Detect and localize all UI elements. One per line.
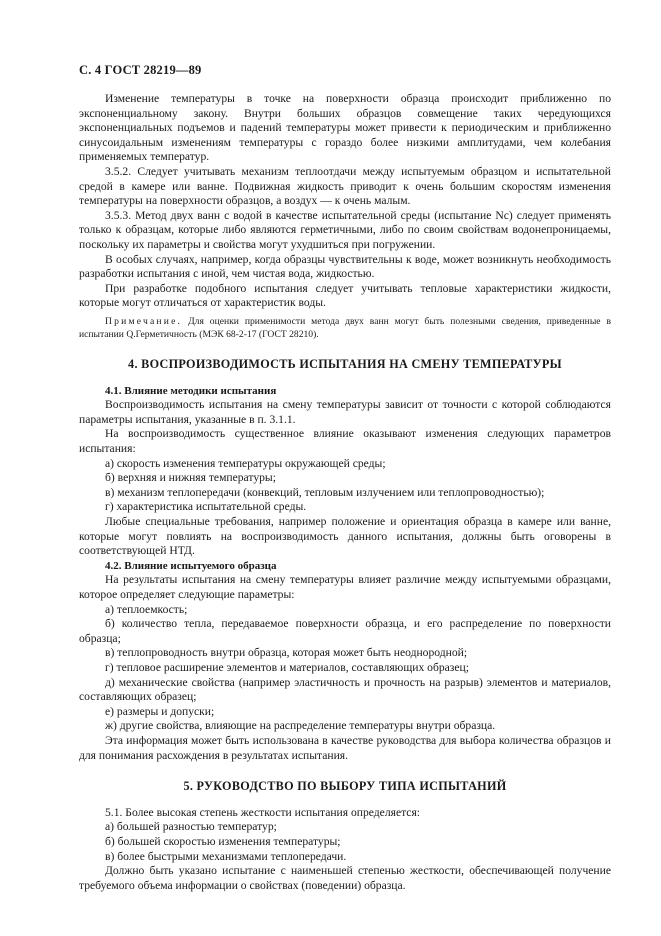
list-item: ж) другие свойства, влияющие на распределение температуры внутри образца. [105, 719, 496, 733]
paragraph: При разработке подобного испытания следует учитывать тепловые характеристики жидкости, которые могут отличаться от характеристик воды. [79, 281, 611, 310]
paragraph: В особых случаях, например, когда образцы чувствительны к воде, может возникнуть необходимость разработки испытания с иной, чем чистая вода, жидкостью. [79, 252, 611, 281]
document-body [79, 92, 611, 893]
list-item: а) теплоемкость; [105, 602, 188, 616]
list-item: в) более быстрыми механизмами теплопередачи. [105, 849, 347, 863]
paragraph: На результаты испытания на смену температуры влияет различие между испытуемыми образцами, которое определяет следующие параметры: [79, 573, 611, 601]
list-item: г) характеристика испытательной среды. [105, 500, 307, 514]
section-5-title: 5. РУКОВОДСТВО ПО ВЫБОРУ ТИПА ИСПЫТАНИЙ [183, 779, 507, 794]
list-item: а) большей разностью температур; [105, 820, 277, 834]
paragraph: Эта информация может быть использована в качестве руководства для выбора количества образцов и для понимания расхождения в результатах испытания. [79, 733, 611, 762]
list-item: в) механизм теплопередачи (конвекций, тепловым излучением или теплопроводностью); [105, 485, 545, 499]
subsection-4-2-title: 4.2. Влияние испытуемого образца [105, 559, 277, 572]
paragraph: На воспроизводимость существенное влияние оказывают изменения следующих параметров испытания: [79, 427, 611, 456]
page-header: С. 4 ГОСТ 28219—89 [79, 63, 202, 77]
note-text: Для оценки применимости метода двух ванн могут быть полезными сведения, приведенные в испытании Q.Герметичность (МЭК 68-2-17 (ГОСТ 28210). [79, 315, 611, 340]
list-item: б) большей скоростью изменения температуры; [105, 834, 341, 848]
paragraph: 3.5.2. Следует учитывать механизм теплоотдачи между испытуемым образцом и испытательной средой в камере или ванне. Подвижная жидкость приводит к очень большим скоростям изменения температуры на поверхности образцов, а воздух — к очень малым. [79, 164, 611, 208]
paragraph: Изменение температуры в точке на поверхности образца происходит приближенно по экспоненциальному закону. Внутри больших образцов совмещение таких чередующихся экспоненциальных подъемов и падений температуры может привести к периодическим и приближенно синусоидальным изменениям температуры с гораздо более низкими амплитудами, чем колебания применяемых температур. [79, 92, 611, 164]
subsection-4-1-title: 4.1. Влияние методики испытания [105, 384, 277, 397]
list-item: б) количество тепла, передаваемое поверхности образца, и его распределение по поверхности образца; [79, 617, 611, 645]
paragraph: Воспроизводимость испытания на смену температуры зависит от точности с которой соблюдаются параметры испытания, указанные в п. 3.1.1. [79, 398, 611, 426]
list-item: а) скорость изменения температуры окружающей среды; [105, 456, 386, 470]
paragraph: Должно быть указано испытание с наименьшей степенью жесткости, обеспечивающей получение требуемого объема информации о свойствах (поведении) образца. [79, 864, 611, 892]
section-4-title: 4. ВОСПРОИЗВОДИМОСТЬ ИСПЫТАНИЯ НА СМЕНУ ТЕМПЕРАТУРЫ [128, 357, 562, 372]
list-item: е) размеры и допуски; [105, 704, 215, 718]
list-item: в) теплопроводность внутри образца, которая может быть неоднородной; [105, 646, 468, 660]
list-item: б) верхняя и нижняя температуры; [105, 471, 276, 485]
list-item: г) тепловое расширение элементов и материалов, составляющих образец; [105, 660, 469, 674]
note-label: Примечание. [105, 315, 183, 327]
paragraph: Любые специальные требования, например положение и ориентация образца в камере или ванне, которые могут повлиять на воспроизводимость данного испытания, должны быть оговорены в соответствующей НТД. [79, 515, 611, 558]
paragraph: 5.1. Более высокая степень жесткости испытания определяется: [105, 805, 421, 819]
paragraph: 3.5.3. Метод двух ванн с водой в качестве испытательной среды (испытание Nc) следует применять только к образцам, которые либо являются герметичными, либо по своим свойствам водонепроницаемы, поскольку их параметры и свойства могут ухудшиться при погружении. [79, 208, 611, 251]
list-item: д) механические свойства (например эластичность и прочность на разрыв) элементов и материалов, составляющих образец; [79, 675, 611, 704]
note [79, 316, 611, 341]
